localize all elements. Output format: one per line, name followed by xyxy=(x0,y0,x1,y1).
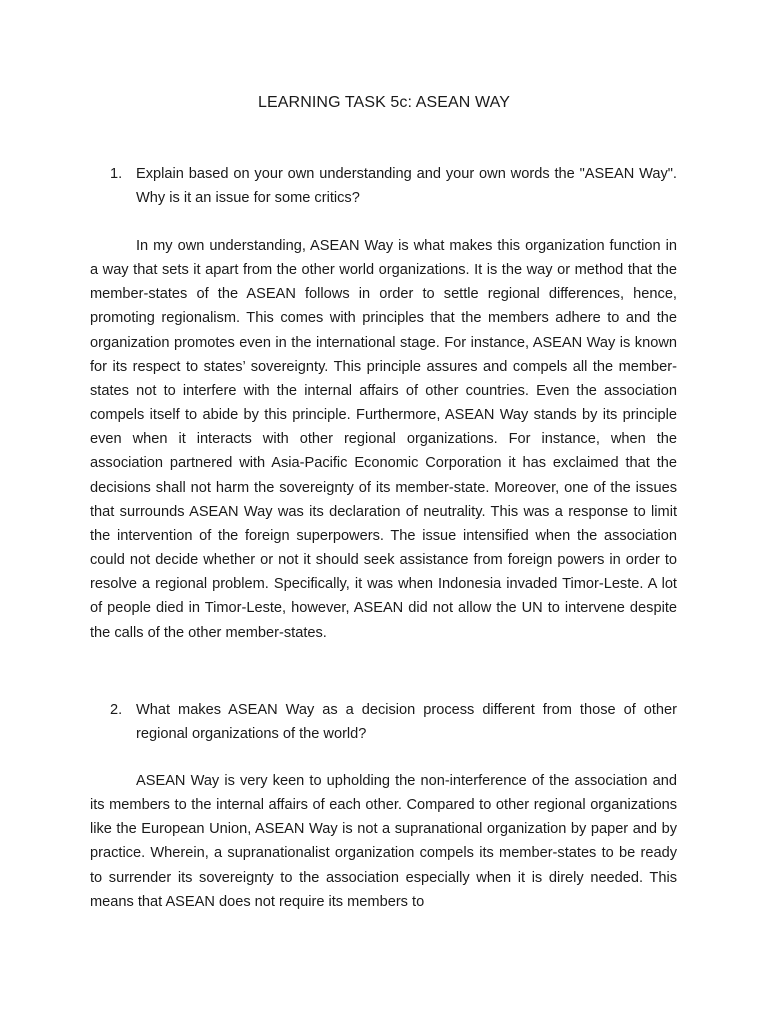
question-1-text: Explain based on your own understanding and your own words the "ASEAN Way". Why is it an issue for some critics? xyxy=(136,166,677,207)
document-title: LEARNING TASK 5c: ASEAN WAY xyxy=(258,94,510,111)
answer-2-paragraph: ASEAN Way is very keen to upholding the non-interference of the association and its members to the internal affairs of each other. Compared to other regional organizations like the European Union, ASEAN Way is not a supranational organization by paper and by practice. Wherein, a supranationalist organization compels its member-states to be ready to surrender its sovereignty to the association especially when it is direly needed. This means that ASEAN does not require its members to xyxy=(90,773,677,910)
question-1 xyxy=(110,162,677,210)
question-2 xyxy=(110,698,677,746)
question-2-text: What makes ASEAN Way as a decision process different from those of other regional organizations of the world? xyxy=(136,702,677,743)
answer-1-paragraph: In my own understanding, ASEAN Way is what makes this organization function in a way that sets it apart from the other world organizations. It is the way or method that the member-states of the ASEAN follows in order to settle regional differences, hence, promoting regionalism. This comes with principles that the members adhere to and the organization promotes even in the international stage. For instance, ASEAN Way is known for its respect to states’ sovereignty. This principle assures and compels all the member-states not to interfere with the internal affairs of other countries. Even the association compels itself to abide by this principle. Furthermore, ASEAN Way stands by its principle even when it interacts with other regional organizations. For instance, when the association partnered with Asia-Pacific Economic Corporation it has exclaimed that the decisions shall not harm the sovereignty of its member-state. Moreover, one of the issues that surrounds ASEAN Way was its declaration of neutrality. This was a response to limit the intervention of the foreign superpowers. The issue intensified when the association could not decide whether or not it should seek assistance from foreign powers in order to resolve a regional problem. Specifically, it was when Indonesia invaded Timor-Leste. A lot of people died in Timor-Leste, however, ASEAN did not allow the UN to intervene despite the calls of the other member-states. xyxy=(90,238,677,641)
question-1-number: 1. xyxy=(110,166,123,182)
question-2-number: 2. xyxy=(110,702,123,718)
